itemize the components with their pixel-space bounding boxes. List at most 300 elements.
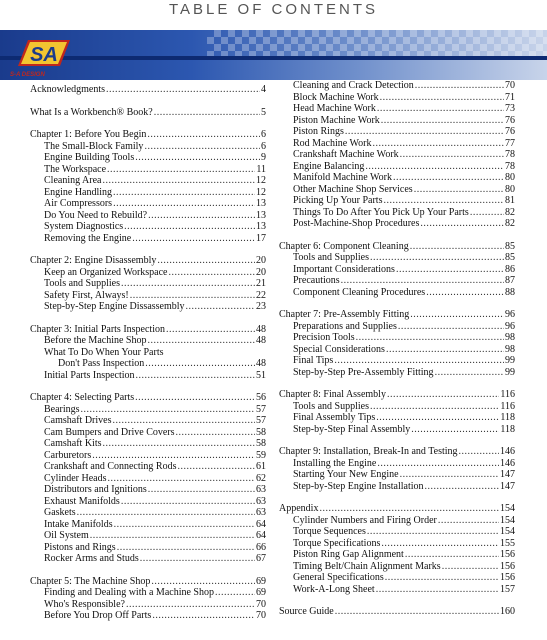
dot-leader	[385, 572, 499, 584]
toc-entry-title: Rod Machine Work	[293, 137, 372, 149]
logo-text: SA	[30, 44, 58, 66]
dot-leader	[381, 115, 504, 127]
toc-page-number: 63	[256, 507, 266, 518]
toc-chapter-entry[interactable]	[279, 503, 515, 515]
toc-section-entry[interactable]	[279, 172, 515, 184]
toc-entry-title: Manifold Machine Work	[293, 172, 392, 183]
toc-section-entry[interactable]	[30, 610, 266, 622]
dot-leader	[426, 287, 504, 299]
dot-leader	[144, 141, 260, 153]
toc-page-number: 82	[505, 206, 515, 218]
toc-page-number: 6	[261, 129, 266, 140]
toc-section-entry[interactable]	[30, 496, 266, 508]
toc-page-number: 118	[500, 423, 515, 435]
toc-entry-title: Before You Drop Off Parts	[44, 610, 152, 621]
dot-leader	[376, 584, 499, 596]
toc-section-entry[interactable]	[30, 198, 266, 210]
toc-entry-title: Air Compressors	[44, 198, 113, 209]
dot-leader	[145, 358, 255, 370]
toc-entry-title: Step-by-Step Pre-Assembly Fitting	[293, 366, 434, 378]
section-gap	[30, 565, 266, 576]
toc-entry-title: Cam Bumpers and Drive Covers	[44, 426, 175, 438]
toc-entry-title: Final Assembly Tips	[293, 412, 376, 423]
toc-section-entry[interactable]	[279, 355, 515, 367]
toc-entry-title: Tools and Supplies	[44, 278, 120, 289]
toc-page-number: 156	[500, 549, 515, 560]
toc-entry-title: Bearings	[44, 403, 80, 415]
toc-page-number: 76	[505, 126, 515, 137]
toc-entry-title: Do You Need to Rebuild?	[44, 209, 148, 221]
toc-page-number: 99	[505, 355, 515, 366]
sa-design-logo-icon	[14, 36, 72, 70]
toc-entry-title: Acknowledgments	[30, 84, 105, 95]
toc-entry-title: Cleaning Area	[44, 175, 102, 186]
dot-leader	[147, 335, 255, 347]
toc-entry-title: Other Machine Shop Services	[293, 183, 413, 195]
toc-section-entry[interactable]	[30, 358, 266, 370]
dot-leader	[151, 576, 255, 588]
toc-page-number: 77	[505, 137, 515, 149]
dot-leader	[113, 415, 256, 427]
toc-section-entry[interactable]	[30, 519, 266, 531]
toc-section-entry[interactable]	[30, 438, 266, 450]
toc-section-entry[interactable]	[279, 80, 515, 92]
toc-entry-title: Chapter 7: Pre-Assembly Fitting	[279, 309, 410, 320]
toc-entry-title: Piston Ring Gap Alignment	[293, 549, 404, 560]
toc-entry-title: Cylinder Heads	[44, 472, 107, 484]
toc-entry-title: Timing Belt/Chain Alignment Marks	[293, 560, 441, 572]
toc-section-entry[interactable]	[279, 252, 515, 264]
toc-section-entry[interactable]	[279, 515, 515, 527]
toc-entry-title: Block Machine Work	[293, 91, 379, 103]
dot-leader	[147, 129, 260, 141]
dot-leader	[135, 152, 260, 164]
toc-entry-title: Torque Specifications	[293, 537, 381, 549]
toc-entry-title: Installing the Engine	[293, 457, 377, 469]
toc-page-number: 61	[256, 461, 266, 472]
dot-leader	[117, 542, 255, 554]
toc-right-column	[279, 80, 515, 618]
toc-page-number: 69	[256, 587, 266, 598]
dot-leader	[438, 515, 499, 527]
toc-section-entry[interactable]	[30, 415, 266, 427]
toc-entry-title: Precautions	[293, 275, 340, 286]
toc-entry-title: Intake Manifolds	[44, 518, 113, 530]
toc-section-entry[interactable]	[30, 461, 266, 473]
dot-leader	[152, 610, 255, 622]
dot-leader	[334, 355, 504, 367]
toc-section-entry[interactable]	[30, 450, 266, 462]
toc-section-entry[interactable]	[30, 530, 266, 542]
toc-page-number: 154	[500, 503, 515, 514]
section-gap	[279, 595, 515, 606]
dot-leader	[177, 461, 255, 473]
toc-page-number: 80	[505, 172, 515, 183]
toc-section-entry[interactable]	[279, 184, 515, 196]
toc-entry-title: Gaskets	[44, 507, 76, 518]
toc-section-entry[interactable]	[279, 367, 515, 379]
toc-page-number: 66	[256, 541, 266, 553]
toc-entry-title: Chapter 9: Installation, Break-In and Testing	[279, 446, 458, 457]
toc-section-entry[interactable]	[279, 561, 515, 573]
toc-entry-title: Cylinder Numbers and Firing Order	[293, 514, 437, 526]
toc-page-number: 67	[256, 553, 266, 564]
toc-page-number: 48	[256, 323, 266, 335]
toc-entry-title: Head Machine Work	[293, 103, 376, 114]
toc-page-number: 6	[261, 140, 266, 152]
toc-entry-title: What To Do When Your Parts	[44, 346, 164, 358]
toc-page-number: 98	[505, 343, 515, 355]
dot-leader	[157, 255, 255, 267]
dot-leader	[470, 207, 504, 219]
toc-entry-title: Things To Do After You Pick Up Your Parts	[293, 206, 469, 218]
toc-entry-title: Initial Parts Inspection	[44, 369, 135, 381]
dot-leader	[136, 370, 255, 382]
dot-leader	[176, 427, 255, 439]
toc-page-number: 59	[256, 449, 266, 461]
dot-leader	[414, 184, 504, 196]
toc-entry-title: Crankshaft and Connecting Rods	[44, 461, 177, 472]
toc-page-number: 13	[256, 209, 266, 221]
dot-leader	[393, 172, 504, 184]
toc-page-number: 58	[256, 438, 266, 449]
dot-leader	[415, 80, 504, 92]
toc-section-entry[interactable]	[30, 507, 266, 519]
toc-page-number: 71	[505, 91, 515, 103]
toc-entry-title: Source Guide	[279, 606, 334, 617]
dot-leader	[77, 507, 255, 519]
dot-leader	[396, 264, 504, 276]
toc-page-number: 21	[256, 278, 266, 289]
toc-entry-title: Work-A-Long Sheet	[293, 583, 375, 595]
toc-section-entry[interactable]	[30, 404, 266, 416]
dot-leader	[113, 187, 255, 199]
toc-entry-title: Post-Machine-Shop Procedures	[293, 218, 420, 229]
toc-section-entry[interactable]	[279, 526, 515, 538]
toc-entry-title: Removing the Engine	[44, 232, 132, 244]
toc-section-entry[interactable]	[30, 473, 266, 485]
dot-leader	[459, 446, 499, 458]
toc-section-entry[interactable]	[279, 424, 515, 436]
toc-section-entry[interactable]	[279, 138, 515, 150]
toc-page-number: 98	[505, 332, 515, 343]
toc-section-entry[interactable]	[30, 484, 266, 496]
toc-section-entry[interactable]	[30, 267, 266, 279]
toc-entry-title: Step-by-Step Engine Dissassembly	[44, 301, 185, 312]
section-gap	[279, 230, 515, 241]
toc-section-entry[interactable]	[279, 458, 515, 470]
toc-page-number: 155	[500, 537, 515, 549]
toc-page-number: 73	[505, 103, 515, 114]
dot-leader	[124, 221, 255, 233]
toc-section-entry[interactable]	[279, 332, 515, 344]
dot-leader	[154, 107, 260, 119]
toc-section-entry[interactable]	[279, 149, 515, 161]
toc-chapter-entry[interactable]	[279, 446, 515, 458]
toc-entry-title: Engine Building Tools	[44, 152, 135, 163]
toc-section-entry[interactable]	[30, 587, 266, 599]
toc-page-number: 156	[500, 572, 515, 583]
toc-section-entry[interactable]	[279, 126, 515, 138]
dot-leader	[381, 538, 499, 550]
dot-leader	[113, 198, 255, 210]
dot-leader	[420, 218, 504, 230]
toc-section-entry[interactable]	[30, 542, 266, 554]
toc-section-entry[interactable]	[30, 553, 266, 565]
toc-entry-title: Chapter 8: Final Assembly	[279, 389, 386, 400]
toc-page-number: 57	[256, 415, 266, 426]
toc-entry-title: Don't Pass Inspection	[58, 358, 145, 369]
dot-leader	[356, 332, 504, 344]
section-gap	[30, 244, 266, 255]
toc-entry-title: Torque Sequences	[293, 526, 366, 537]
toc-page-number: 63	[256, 484, 266, 495]
dot-leader	[341, 275, 504, 287]
toc-section-entry[interactable]	[30, 221, 266, 233]
toc-page-number: 22	[256, 289, 266, 301]
toc-page-number: 147	[500, 469, 515, 480]
toc-page-number: 5	[261, 106, 266, 118]
toc-entry-title: Piston Machine Work	[293, 114, 380, 126]
toc-page-number: 13	[256, 221, 266, 232]
toc-entry-title: Chapter 6: Component Cleaning	[279, 240, 409, 252]
toc-section-entry[interactable]	[279, 275, 515, 287]
toc-page-number: 78	[505, 160, 515, 172]
toc-page-number: 62	[256, 472, 266, 484]
toc-entry-title: Engine Handling	[44, 186, 113, 198]
toc-section-entry[interactable]	[279, 412, 515, 424]
toc-section-entry[interactable]	[30, 233, 266, 245]
toc-chapter-entry[interactable]	[30, 255, 266, 267]
dot-leader	[411, 424, 499, 436]
dot-leader	[166, 324, 255, 336]
header-banner	[0, 30, 547, 80]
toc-entry-title: Special Considerations	[293, 343, 385, 355]
toc-page-number: 70	[505, 80, 515, 91]
toc-chapter-entry[interactable]	[30, 107, 266, 119]
dot-leader	[107, 164, 255, 176]
toc-section-entry[interactable]	[30, 175, 266, 187]
toc-entry-title: Important Considerations	[293, 263, 395, 275]
toc-page-number: 51	[256, 369, 266, 381]
toc-entry-title: Keep an Organized Workspace	[44, 266, 168, 278]
toc-section-entry[interactable]	[279, 207, 515, 219]
toc-entry-title: Camshaft Kits	[44, 438, 102, 449]
section-gap	[279, 492, 515, 503]
toc-section-entry[interactable]	[279, 115, 515, 127]
toc-entry-title: Chapter 1: Before You Begin	[30, 129, 147, 140]
toc-section-entry[interactable]	[279, 481, 515, 493]
toc-section-entry[interactable]	[279, 344, 515, 356]
section-gap	[30, 96, 266, 107]
toc-section-entry[interactable]	[279, 103, 515, 115]
dot-leader	[148, 484, 255, 496]
toc-page-number: 116	[500, 389, 515, 400]
toc-page-number: 12	[256, 186, 266, 198]
toc-entry-title: Final Tips	[293, 355, 334, 366]
dot-leader	[400, 149, 504, 161]
toc-page-number: 96	[505, 320, 515, 332]
dot-leader	[370, 401, 499, 413]
toc-section-entry[interactable]	[30, 599, 266, 611]
toc-page-number: 156	[500, 560, 515, 572]
toc-entry-title: Before the Machine Shop	[44, 335, 147, 346]
toc-chapter-entry[interactable]	[30, 576, 266, 588]
toc-section-entry[interactable]	[279, 469, 515, 481]
toc-page-number: 147	[500, 480, 515, 492]
toc-chapter-entry[interactable]	[279, 606, 515, 618]
toc-section-entry[interactable]	[30, 427, 266, 439]
dot-leader	[81, 404, 255, 416]
toc-page-number: 23	[256, 301, 266, 312]
toc-page-number: 63	[256, 495, 266, 507]
toc-section-entry[interactable]	[30, 290, 266, 302]
toc-page-number: 76	[505, 114, 515, 126]
toc-page-number: 146	[500, 457, 515, 469]
toc-entry-title: Step-by-Step Final Assembly	[293, 423, 411, 435]
toc-section-entry[interactable]	[279, 401, 515, 413]
toc-section-entry[interactable]	[279, 195, 515, 207]
toc-entry-title: Finding and Dealing with a Machine Shop	[44, 587, 214, 598]
toc-chapter-entry[interactable]	[30, 129, 266, 141]
section-gap	[279, 298, 515, 309]
toc-page-number: 9	[261, 152, 266, 163]
dot-leader	[405, 549, 499, 561]
toc-section-entry[interactable]	[30, 187, 266, 199]
dot-leader	[365, 161, 504, 173]
toc-section-entry[interactable]	[30, 335, 266, 347]
toc-page-number: 4	[261, 84, 266, 95]
dot-leader	[319, 503, 499, 515]
toc-page-number: 20	[256, 255, 266, 266]
toc-entry-title: Tools and Supplies	[293, 252, 369, 263]
toc-page-number: 146	[500, 446, 515, 457]
dot-leader	[377, 103, 504, 115]
toc-section-entry[interactable]	[30, 210, 266, 222]
dot-leader	[377, 458, 499, 470]
toc-page-number: 12	[256, 175, 266, 186]
toc-chapter-entry[interactable]	[30, 392, 266, 404]
toc-page-number: 64	[256, 530, 266, 541]
toc-section-entry[interactable]	[279, 92, 515, 104]
toc-entry-title: Component Cleaning Procedures	[293, 286, 426, 298]
toc-entry-title: Carburetors	[44, 449, 92, 461]
toc-entry-title: General Specifications	[293, 572, 384, 583]
dot-leader	[114, 519, 255, 531]
toc-section-entry[interactable]	[279, 287, 515, 299]
toc-page-number: 20	[256, 266, 266, 278]
toc-section-entry[interactable]	[30, 278, 266, 290]
dot-leader	[121, 278, 255, 290]
toc-section-entry[interactable]	[30, 152, 266, 164]
toc-page-number: 88	[505, 286, 515, 298]
toc-entry-title: What Is a Workbench® Book?	[30, 106, 153, 118]
toc-entry-title: Chapter 5: The Machine Shop	[30, 575, 151, 587]
dot-leader	[108, 473, 256, 485]
dot-leader	[376, 412, 499, 424]
dot-leader	[126, 599, 255, 611]
dot-leader	[380, 92, 504, 104]
dot-leader	[102, 175, 255, 187]
toc-entry-title: Rocker Arms and Studs	[44, 553, 139, 564]
dot-leader	[169, 267, 256, 279]
toc-entry-title: Oil System	[44, 530, 89, 541]
toc-entry-title: Cleaning and Crack Detection	[293, 80, 414, 91]
toc-page-number: 99	[505, 366, 515, 378]
dot-leader	[345, 126, 504, 138]
toc-entry-title: Picking Up Your Parts	[293, 195, 383, 206]
dot-leader	[148, 210, 255, 222]
toc-page-number: 116	[500, 400, 515, 412]
toc-section-entry[interactable]	[30, 347, 266, 359]
toc-section-entry[interactable]	[30, 370, 266, 382]
toc-section-entry[interactable]	[279, 264, 515, 276]
toc-section-entry[interactable]	[30, 141, 266, 153]
toc-chapter-entry[interactable]	[279, 309, 515, 321]
toc-page-number: 118	[500, 412, 515, 423]
toc-entry-title: Safety First, Always!	[44, 289, 129, 301]
dot-leader	[442, 561, 499, 573]
section-gap	[30, 313, 266, 324]
toc-chapter-entry[interactable]	[279, 241, 515, 253]
toc-entry-title: Camshaft Drives	[44, 415, 112, 426]
toc-section-entry[interactable]	[30, 301, 266, 313]
toc-section-entry[interactable]	[279, 549, 515, 561]
page-title: TABLE OF CONTENTS	[168, 1, 379, 18]
toc-chapter-entry[interactable]	[279, 389, 515, 401]
toc-page-number: 11	[256, 163, 266, 175]
toc-entry-title: Distributors and Ignitions	[44, 484, 147, 495]
toc-page-number: 85	[505, 240, 515, 252]
dot-leader	[387, 389, 499, 401]
dot-leader	[410, 309, 504, 321]
toc-page-number: 64	[256, 518, 266, 530]
toc-section-entry[interactable]	[30, 164, 266, 176]
dot-leader	[367, 526, 499, 538]
dot-leader	[435, 367, 504, 379]
section-gap	[279, 378, 515, 389]
toc-entry-title: Starting Your New Engine	[293, 469, 399, 480]
toc-section-entry[interactable]	[279, 321, 515, 333]
toc-entry-title: Pistons and Rings	[44, 541, 116, 553]
toc-page-number: 57	[256, 403, 266, 415]
toc-page-number: 86	[505, 263, 515, 275]
toc-entry-title: Engine Balancing	[293, 160, 365, 172]
dot-leader	[372, 138, 504, 150]
dot-leader	[90, 530, 255, 542]
toc-page-number: 17	[256, 232, 266, 244]
toc-chapter-entry[interactable]	[30, 324, 266, 336]
toc-section-entry[interactable]	[279, 161, 515, 173]
toc-entry-title: Crankshaft Machine Work	[293, 149, 399, 160]
toc-page-number: 81	[505, 195, 515, 206]
dot-leader	[92, 450, 255, 462]
logo-subtitle: S-A DESIGN	[10, 72, 45, 78]
toc-page-number: 70	[256, 598, 266, 610]
toc-section-entry[interactable]	[279, 572, 515, 584]
checkered-flag-pattern	[207, 30, 547, 56]
toc-chapter-entry[interactable]	[30, 84, 266, 96]
toc-section-entry[interactable]	[279, 538, 515, 550]
toc-entry-title: Preparations and Supplies	[293, 320, 397, 332]
toc-entry-title: Tools and Supplies	[293, 400, 369, 412]
toc-section-entry[interactable]	[279, 584, 515, 596]
toc-page-number: 160	[500, 606, 515, 617]
dot-leader	[103, 438, 256, 450]
toc-entry-title: Step-by-Step Engine Installation	[293, 480, 424, 492]
toc-page-number: 48	[256, 358, 266, 369]
toc-section-entry[interactable]	[279, 218, 515, 230]
